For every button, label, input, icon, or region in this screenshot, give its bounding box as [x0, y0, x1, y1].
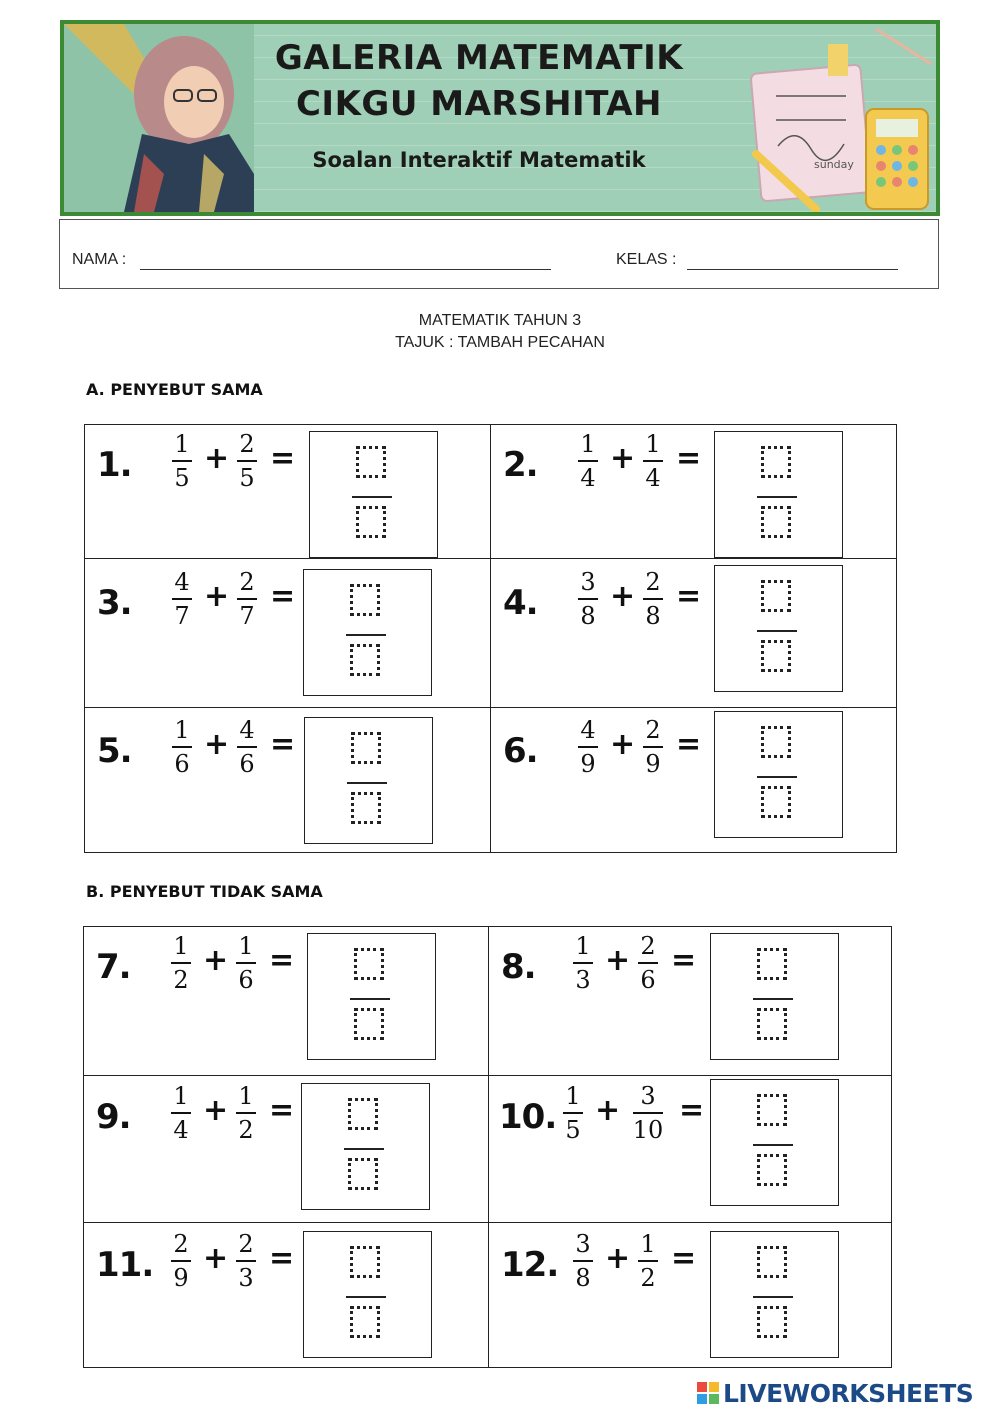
fraction-a — [563, 931, 603, 995]
answer-box — [714, 431, 843, 558]
question-number: 5. — [97, 731, 132, 771]
numerator: 1 — [645, 430, 661, 458]
fraction-b — [227, 567, 267, 631]
fraction-bar — [237, 598, 257, 600]
numerator: 4 — [239, 716, 255, 744]
section-b-grid — [83, 926, 892, 1368]
fraction-b — [633, 567, 673, 631]
plus-sign: + — [610, 441, 636, 476]
answer-fraction-bar — [347, 782, 387, 784]
answer-numerator-input[interactable] — [757, 1094, 787, 1126]
student-info-box — [59, 219, 939, 289]
denominator: 6 — [239, 750, 255, 778]
equals-sign: = — [269, 1093, 295, 1128]
answer-numerator-input[interactable] — [348, 1098, 378, 1130]
answer-denominator-input[interactable] — [761, 786, 791, 818]
fraction-a — [162, 567, 202, 631]
fraction-b — [226, 931, 266, 995]
answer-denominator-input[interactable] — [757, 1306, 787, 1338]
answer-box — [710, 1231, 839, 1358]
answer-box — [307, 933, 436, 1060]
section-a-title: A. PENYEBUT SAMA — [86, 380, 263, 399]
answer-fraction-bar — [346, 1296, 386, 1298]
fraction-bar — [236, 1112, 256, 1114]
fraction-bar — [578, 460, 598, 462]
logo-text: LIVEWORKSHEETS — [723, 1379, 974, 1408]
denominator: 8 — [645, 602, 661, 630]
answer-numerator-input[interactable] — [757, 948, 787, 980]
grid-divider — [85, 558, 896, 559]
plus-sign: + — [204, 441, 230, 476]
answer-denominator-input[interactable] — [757, 1154, 787, 1186]
fraction-bar — [172, 746, 192, 748]
answer-numerator-input[interactable] — [350, 584, 380, 616]
fraction-bar — [172, 460, 192, 462]
fraction-a — [162, 715, 202, 779]
numerator: 3 — [580, 568, 596, 596]
fraction-bar — [643, 746, 663, 748]
denominator: 9 — [173, 1264, 189, 1292]
fraction-a — [563, 1229, 603, 1293]
denominator: 3 — [575, 966, 591, 994]
numerator: 1 — [580, 430, 596, 458]
fraction-bar — [638, 962, 658, 964]
denominator: 4 — [173, 1116, 189, 1144]
plus-sign: + — [204, 579, 230, 614]
answer-numerator-input[interactable] — [761, 580, 791, 612]
plus-sign: + — [605, 1241, 631, 1276]
fraction-b — [628, 931, 668, 995]
numerator: 1 — [174, 716, 190, 744]
fraction-b — [227, 429, 267, 493]
fraction-bar — [578, 746, 598, 748]
name-label: NAMA : — [72, 251, 127, 268]
numerator: 1 — [173, 1082, 189, 1110]
answer-fraction-bar — [344, 1148, 384, 1150]
grid-divider — [488, 927, 489, 1367]
denominator: 9 — [580, 750, 596, 778]
fraction-b — [226, 1229, 266, 1293]
answer-denominator-input[interactable] — [348, 1158, 378, 1190]
numerator: 4 — [174, 568, 190, 596]
fraction-b — [623, 1081, 673, 1145]
fraction-b — [633, 715, 673, 779]
denominator: 3 — [238, 1264, 254, 1292]
answer-denominator-input[interactable] — [350, 1306, 380, 1338]
grid-divider — [490, 425, 491, 852]
math-board-illustration — [736, 24, 936, 212]
equals-sign: = — [679, 1093, 705, 1128]
fraction-a — [568, 715, 608, 779]
fraction-b — [227, 715, 267, 779]
fraction-bar — [643, 598, 663, 600]
equals-sign: = — [270, 579, 296, 614]
teacher-portrait-image — [64, 24, 254, 212]
numerator: 2 — [640, 932, 656, 960]
numerator: 1 — [565, 1082, 581, 1110]
denominator: 9 — [645, 750, 661, 778]
question-number: 10. — [499, 1097, 557, 1137]
answer-fraction-bar — [757, 630, 797, 632]
topic-title: TAJUK : TAMBAH PECAHAN — [395, 334, 605, 351]
fraction-a — [162, 429, 202, 493]
answer-box — [714, 711, 843, 838]
answer-denominator-input[interactable] — [350, 644, 380, 676]
numerator: 1 — [238, 1082, 254, 1110]
answer-box — [303, 569, 432, 696]
board-note-text: sunday — [814, 158, 854, 171]
fraction-bar — [236, 1260, 256, 1262]
class-input-line[interactable] — [687, 269, 898, 270]
denominator: 5 — [565, 1116, 581, 1144]
banner-title-line1: GALERIA MATEMATIK — [274, 38, 684, 78]
plus-sign: + — [203, 1241, 229, 1276]
numerator: 1 — [640, 1230, 656, 1258]
answer-denominator-input[interactable] — [354, 1008, 384, 1040]
denominator: 5 — [239, 464, 255, 492]
equals-sign: = — [269, 1241, 295, 1276]
plus-sign: + — [595, 1093, 621, 1128]
answer-numerator-input[interactable] — [351, 732, 381, 764]
answer-box — [301, 1083, 430, 1210]
fraction-bar — [236, 962, 256, 964]
fraction-bar — [638, 1260, 658, 1262]
fraction-a — [568, 567, 608, 631]
answer-numerator-input[interactable] — [757, 1246, 787, 1278]
answer-numerator-input[interactable] — [350, 1246, 380, 1278]
answer-denominator-input[interactable] — [761, 640, 791, 672]
denominator: 8 — [575, 1264, 591, 1292]
numerator: 2 — [238, 1230, 254, 1258]
answer-fraction-bar — [753, 1296, 793, 1298]
plus-sign: + — [203, 1093, 229, 1128]
answer-fraction-bar — [346, 634, 386, 636]
answer-fraction-bar — [753, 998, 793, 1000]
liveworksheets-icon — [697, 1382, 719, 1404]
denominator: 4 — [580, 464, 596, 492]
answer-numerator-input[interactable] — [356, 446, 386, 478]
question-number: 4. — [503, 583, 538, 623]
denominator: 5 — [174, 464, 190, 492]
answer-fraction-bar — [352, 496, 392, 498]
numerator: 3 — [640, 1082, 656, 1110]
answer-denominator-input[interactable] — [757, 1008, 787, 1040]
fraction-bar — [171, 1260, 191, 1262]
grid-divider — [84, 1075, 891, 1076]
answer-fraction-bar — [757, 776, 797, 778]
question-number: 12. — [501, 1245, 559, 1285]
answer-numerator-input[interactable] — [761, 726, 791, 758]
grid-divider — [84, 1222, 891, 1223]
answer-numerator-input[interactable] — [354, 948, 384, 980]
fraction-bar — [573, 1260, 593, 1262]
question-number: 2. — [503, 445, 538, 485]
answer-denominator-input[interactable] — [351, 792, 381, 824]
numerator: 2 — [645, 716, 661, 744]
fraction-bar — [633, 1112, 663, 1114]
fraction-b — [628, 1229, 668, 1293]
fraction-bar — [237, 746, 257, 748]
answer-denominator-input[interactable] — [356, 506, 386, 538]
banner-title-line2: CIKGU MARSHITAH — [295, 84, 663, 124]
denominator: 6 — [238, 966, 254, 994]
denominator: 10 — [632, 1116, 664, 1144]
answer-box — [710, 933, 839, 1060]
numerator: 1 — [238, 932, 254, 960]
subject-title: MATEMATIK TAHUN 3 — [418, 312, 582, 329]
equals-sign: = — [676, 441, 702, 476]
denominator: 7 — [239, 602, 255, 630]
fraction-b — [633, 429, 673, 493]
denominator: 7 — [174, 602, 190, 630]
header-banner — [60, 20, 940, 216]
equals-sign: = — [676, 727, 702, 762]
numerator: 3 — [575, 1230, 591, 1258]
fraction-bar — [578, 598, 598, 600]
fraction-bar — [172, 598, 192, 600]
fraction-a — [161, 1081, 201, 1145]
numerator: 4 — [580, 716, 596, 744]
section-b-title: B. PENYEBUT TIDAK SAMA — [86, 882, 323, 901]
equals-sign: = — [270, 441, 296, 476]
answer-box — [309, 431, 438, 558]
answer-box — [304, 717, 433, 844]
grid-divider — [85, 707, 896, 708]
numerator: 2 — [645, 568, 661, 596]
denominator: 8 — [580, 602, 596, 630]
numerator: 1 — [173, 932, 189, 960]
answer-box — [714, 565, 843, 692]
section-a-grid — [84, 424, 897, 853]
fraction-bar — [171, 962, 191, 964]
equals-sign: = — [671, 1241, 697, 1276]
numerator: 1 — [575, 932, 591, 960]
question-number: 9. — [96, 1097, 131, 1137]
answer-box — [710, 1079, 839, 1206]
question-number: 3. — [97, 583, 132, 623]
numerator: 2 — [239, 430, 255, 458]
question-number: 8. — [501, 947, 536, 987]
plus-sign: + — [610, 579, 636, 614]
fraction-bar — [171, 1112, 191, 1114]
banner-subtitle: Soalan Interaktif Matematik — [312, 148, 646, 172]
numerator: 2 — [239, 568, 255, 596]
question-number: 6. — [503, 731, 538, 771]
numerator: 2 — [173, 1230, 189, 1258]
equals-sign: = — [676, 579, 702, 614]
fraction-bar — [237, 460, 257, 462]
numerator: 1 — [174, 430, 190, 458]
equals-sign: = — [270, 727, 296, 762]
fraction-bar — [573, 962, 593, 964]
answer-fraction-bar — [757, 496, 797, 498]
question-number: 1. — [97, 445, 132, 485]
answer-box — [303, 1231, 432, 1358]
question-number: 7. — [96, 947, 131, 987]
answer-numerator-input[interactable] — [761, 446, 791, 478]
class-label: KELAS : — [616, 251, 677, 268]
plus-sign: + — [204, 727, 230, 762]
answer-fraction-bar — [753, 1144, 793, 1146]
answer-denominator-input[interactable] — [761, 506, 791, 538]
denominator: 4 — [645, 464, 661, 492]
fraction-a — [161, 1229, 201, 1293]
fraction-a — [568, 429, 608, 493]
equals-sign: = — [269, 943, 295, 978]
answer-fraction-bar — [350, 998, 390, 1000]
equals-sign: = — [671, 943, 697, 978]
plus-sign: + — [605, 943, 631, 978]
denominator: 6 — [640, 966, 656, 994]
denominator: 2 — [640, 1264, 656, 1292]
fraction-a — [553, 1081, 593, 1145]
denominator: 2 — [238, 1116, 254, 1144]
question-number: 11. — [96, 1245, 154, 1285]
fraction-bar — [643, 460, 663, 462]
name-input-line[interactable] — [140, 269, 551, 270]
fraction-bar — [563, 1112, 583, 1114]
denominator: 6 — [174, 750, 190, 778]
plus-sign: + — [203, 943, 229, 978]
fraction-a — [161, 931, 201, 995]
plus-sign: + — [610, 727, 636, 762]
denominator: 2 — [173, 966, 189, 994]
fraction-b — [226, 1081, 266, 1145]
